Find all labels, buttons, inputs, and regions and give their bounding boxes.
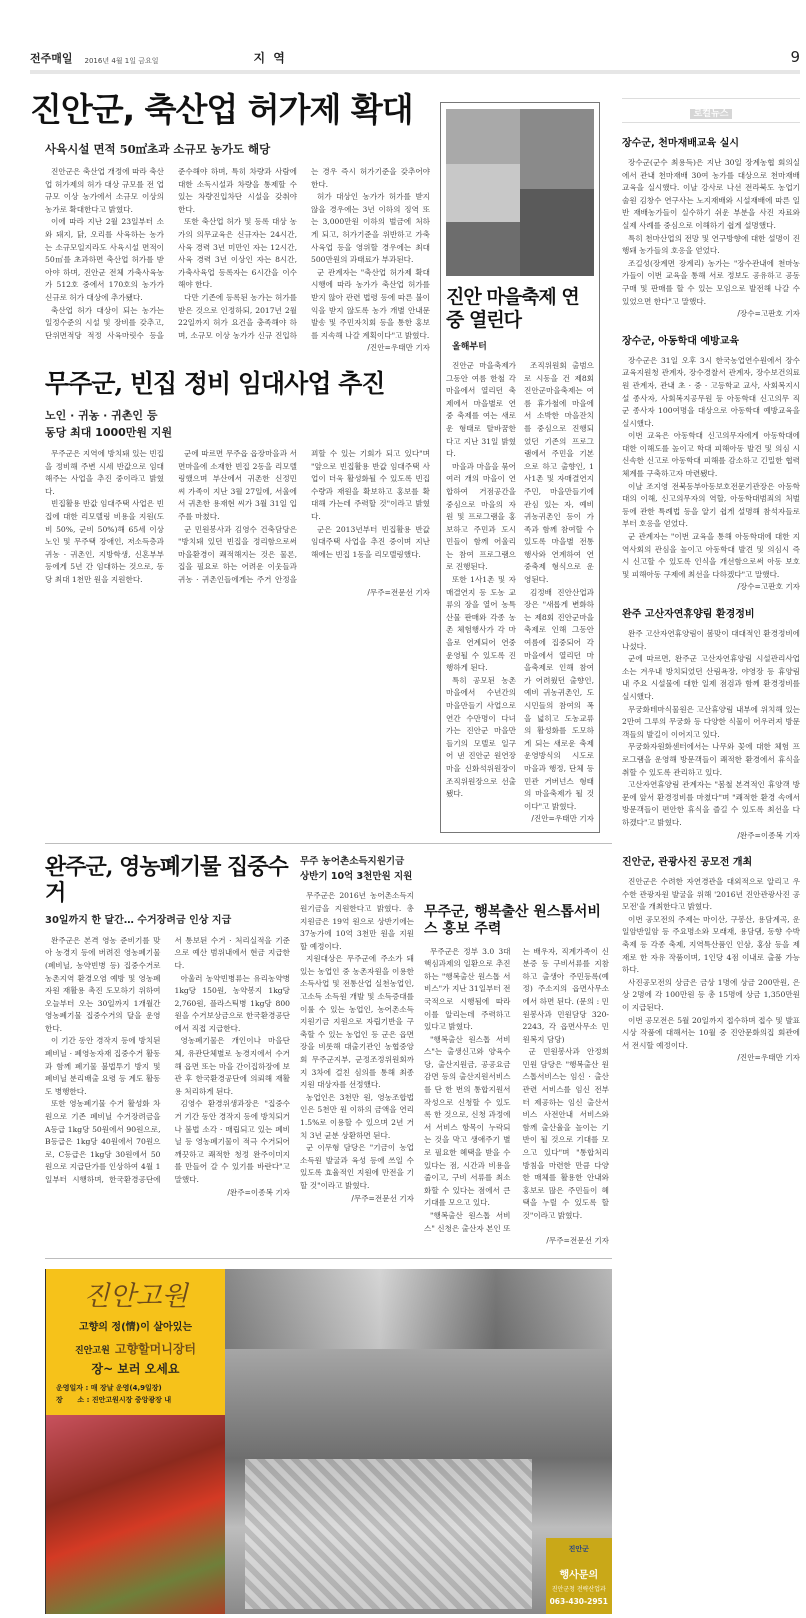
issue-date: 2016년 4월 1일 금요일: [84, 57, 159, 65]
article-rural-fund: [300, 854, 414, 1205]
paragraph: 이번 공모전은 5월 20일까지 접수하며 접수 및 발표 시상 작품에 대해서는 10월 중 진안문화의집 회관에서 전시할 예정이다.: [622, 1015, 800, 1050]
paragraph: 또한 축산업 허가 및 등록 대상 농가의 의무교육은 신규자는 24시간, 사육 경력 3년 미만인 자는 12시간, 사육 경력 3년 이상인 자는 8시간, 가축사육업 등록자는 6시간을 이수해야 한다.: [178, 217, 297, 290]
paragraph: 농업인은 3천만 원, 영농조합법인은 5천만 원 이하의 금액을 연리 1.5%로 이용할 수 있으며 2년 거치 3년 균분 상환하면 된다.: [300, 1092, 414, 1140]
paragraph: 군 이무형 담당은 "기금이 농업소득원 발굴과 육성 등에 쓰일 수 있도록 효율적인 지원에 만전을 기할 것"이라고 밝혔다.: [300, 1143, 414, 1190]
photo-tile: [446, 164, 520, 222]
paragraph: 무주군은 2016년 농어촌소득지원기금을 지원한다고 밝혔다. 총 지원금은 19억 원으로 상반기에는 37농가에 10억 3천만 원을 지원할 예정이다.: [300, 891, 414, 951]
byline-cheonma: /장수=고판호 기자: [737, 309, 800, 319]
festival-photo-box: [440, 102, 600, 833]
subheadline-vacant-house-1: 노인 · 귀농 · 귀촌인 등: [45, 408, 158, 422]
local-news-header: [622, 98, 800, 123]
header-divider: [30, 70, 800, 74]
paragraph: 이번 공모전의 주제는 마이산, 구봉산, 용담계곡, 운일암반일암 등 주요명소와 모래재, 용담댐, 동향 수박축제 등 각종 축제, 지역특산품인 인삼, 홍삼 등을 제재로 한 자유 작품이며, 1인당 4점 이내로 출품 가능하다.: [622, 914, 800, 975]
paragraph: 완주군은 본격 영농 준비기를 맞아 농경지 등에 버려진 영농폐기물(폐비닐, 농약빈병 등) 집중수거로 농촌지역 환경오염 예방 및 영농폐자원 재활용 촉진 도모하기 위하여 오늘부터 오는 30일까지 1개월간 영농폐기물 집중수거의 달을 운영한다.: [45, 935, 161, 1033]
paragraph: 군에 따르면 무주읍 읍장마을과 서면마을에 소재한 빈집 2동을 리모델링했으며 부산에서 귀촌한 신정민 씨 가족이 지난 3월 27일에, 서울에서 귀촌한 용재현 씨가 3월 31일 입주를 마쳤다.: [178, 449, 297, 522]
headline-livestock: 진안군, 축산업 허가제 확대: [30, 90, 413, 129]
ad-line-2b: 고향할머니장터: [114, 1341, 197, 1356]
paragraph: "행복출산 원스톱 서비스"는 출생신고와 양육수당, 출산지원금, 공공요금 감면 등의 출산지원서비스를 단 한 번의 통합지원서 작성으로 신청할 수 있도록 한 것으로, 신청 과정에서 서비스 항목이 누락되는 것을 막고 생애주기 별로 필요한 혜택을 받을 수 있다는 점, 시간과 비용을 줄이고, 구비 서류를 최소화할 수 있다는 점에서 큰 기대를 모으고 있다.: [424, 1034, 511, 1208]
county-emblem: 진안군: [568, 1544, 589, 1553]
headline-rural-fund-2: 상반기 10억 3천만원 지원: [300, 871, 413, 883]
ad-place-value: 진안고원시장 중앙광장 내: [91, 1395, 172, 1404]
ad-line-3: 장~ 보러 오세요: [91, 1361, 180, 1376]
market-advertisement: [45, 1269, 225, 1614]
paragraph: 이번 교육은 아동학대 신고의무자에게 아동학대에 대한 이해도를 높이고 학대 피해아동 발견 및 의심 시 신속한 신고로 아동학대 피해를 감소하고 긴밀한 협력체계를 구축하고자 마련됐다.: [622, 431, 800, 479]
ad-place: 장 소 : 진안고원시장 중앙광장 내: [56, 1395, 172, 1404]
paragraph: 군 민원봉사과 안정희 민원 담당은 "행복출산 원스톱서비스는 임신 · 출산 관련 서비스를 임신 전부터 제공하는 임신 출산서비스 사전안내 서비스와 함께 출산율을 높이는 기반이 될 것으로 기대를 모으고 있다"며 "통합처리 방침을 마련한 만큼 다양한 매체를 활용한 안내와 홍보로 많은 주민들이 혜택을 누릴 수 있도록 할 것"이라고 밝혔다.: [522, 1047, 609, 1221]
paragraph: 진안군은 축산업 개정에 따라 축산업 허가제의 허가 대상 규모를 전 업규모 이상 농가에서 소규모 이상의 농가로 확대한다고 밝혔다.: [45, 166, 164, 214]
paragraph: 조길성(장계면 장계리) 농가는 "장수관내에 천마농가들이 이번 교육을 통해 서로 정보도 공유하고 공동 구매 및 판매를 할 수 있는 모임으로 발전해 나갈 수 있었으면 한다"고 말했다.: [622, 258, 800, 306]
local-news-section-logo: 로컬뉴스: [690, 109, 733, 119]
byline-forest: /완주=이종복 기자: [737, 830, 800, 840]
paragraph: 아울러 농약빈병류는 유리농약병 1kg당 150원, 농약봉지 1kg당 2,760원, 플라스틱병 1kg당 800원을 수거보상금으로 한국환경공단에서 직접 지급한다.: [174, 973, 290, 1033]
paragraph: 김정배 진안산업과장은 "새롭게 변화하는 제8회 진안군마을축제로 인해 그동안 여름에 집중되어 각 마을에서 열리던 마을축제로 인해 참여가 어려웠던 출향인, 예비 귀농귀촌인, 도시민들의 참여의 폭을 넓히고 도농교류의 활성화를 도모하게 되는 새로운 축제 운영방식의 시도로 마을과 행정, 단체 등 민관 거버넌스 형태의 마을축제가 될 것이다"고 밝혔다.: [524, 587, 594, 811]
ad-contact-org: 진안군청 전략산업과: [551, 1585, 606, 1593]
ad-schedule-label: 운영일자: [56, 1384, 84, 1393]
paragraph: 진안군은 수려한 자연경관을 대외적으로 알리고 우수한 관광자원 발굴을 위해 '2016년 진안관광사진 공모전'을 개최한다고 밝혔다.: [622, 877, 800, 912]
article-farm-waste: [45, 854, 290, 1199]
paragraph: 영농폐기물은 개인이나 마을단체, 유관단체별로 농경지에서 수거해 읍면 또는 마을 간이집하장에 보관 후 한국환경공단에 의뢰해 재활용 처리하게 된다.: [174, 1036, 290, 1096]
subheadline-livestock: 사육시설 면적 50㎡초과 소규모 농가도 해당: [45, 141, 271, 156]
article-childbirth-service: [424, 904, 609, 1248]
advertisement-row: [45, 1269, 612, 1614]
byline-vacant-house: /무주=전문선 기자: [367, 587, 430, 597]
headline-cheonma: 장수군, 천마재배교육 실시: [622, 138, 740, 149]
divider: [45, 843, 612, 844]
paragraph: 김영수 환경위생과장은 "집중수거 기간 동안 경작지 등에 방치되거나 불법 소각 · 매립되고 있는 폐비닐 등 영농폐기물이 적극 수거되어 깨끗하고 쾌적한 청정 완주이미지를 만들어 갈 수 있기를 바란다"고 말했다.: [174, 1099, 290, 1185]
article-body-childbirth-service: [424, 946, 609, 1236]
market-photo: [225, 1269, 612, 1614]
ad-schedule: 운영일자 : 매 장날 운영(4,9일장): [56, 1384, 162, 1393]
paragraph: 마을과 마을을 묶어 여러 개의 마을이 연합하여 거점공간을 중심으로 마을의 자원 및 프로그램을 홍보하고 주민과 도시민들이 함께 어울리는 참여 프로그램으로 진행된다.: [446, 461, 516, 572]
byline-childbirth-service: /무주=전문선 기자: [546, 1236, 609, 1246]
photo-tile: [446, 109, 520, 164]
ad-line-2a: 진안고원: [74, 1345, 110, 1356]
headline-farm-waste: 완주군, 영농폐기물 집중수거: [45, 853, 288, 907]
middle-row: [30, 854, 612, 1248]
headline-child-abuse: 장수군, 아동학대 예방교육: [622, 335, 740, 347]
byline-rural-fund: /무주=전문선 기자: [351, 1193, 414, 1203]
article-body-rural-fund: [300, 890, 414, 1192]
ad-details: [56, 1383, 215, 1407]
ad-text-area: [46, 1269, 225, 1415]
ad-contact-phone: 063-430-2951: [549, 1596, 608, 1606]
section-name: 지 역: [253, 51, 287, 65]
photo-cabbage-pile: [245, 1459, 532, 1609]
ad-contact-box: [546, 1538, 612, 1614]
paragraph: 특히 공모된 농촌 마을에서 수년간의 마을만들기 사업으로 연간 수만명이 다녀가는 진안군 마을만들기의 모델로 일구어 낸 진안군 원연장마을 신화석위원장이 조직위원장으로 선출됐다.: [446, 675, 516, 799]
headline-childbirth-service: 무주군, 행복출산 원스톱서비스 홍보 주력: [424, 903, 601, 937]
top-row: [30, 90, 612, 833]
ad-line-1: 고향의 정(情)이 살아있는: [78, 1321, 193, 1333]
photo-tile: [446, 222, 520, 276]
byline-photo-contest: /진안=우태만 기자: [737, 1053, 800, 1063]
subheadline-farm-waste: 30일까지 한 달간… 수거장려금 인상 지급: [45, 914, 232, 926]
paragraph: 진안군 마을축제가 그동안 여름 한철 각 마을에서 열리던 축제에서 마을별로 연중 축제를 여는 새로운 형태로 탈바꿈한다고 지난 31일 밝혔다.: [446, 360, 516, 459]
masthead: [30, 0, 800, 66]
article-body-festival: [446, 360, 594, 813]
paragraph: 군 관계자는 "이번 교육을 통해 아동학대에 대한 지역사회의 관심을 높이고 아동학대 발견 및 의심시 즉시 신고할 수 있도록 인식을 개선함으로써 아동 보호 및 피해아동 구제에 최선을 다하겠다"고 말했다.: [622, 532, 800, 579]
paragraph: 무주군은 정부 3.0 3대 핵심과제의 일환으로 추진하는 "행복출산 원스톱 서비스"가 지난 31일부터 전국적으로 시행됨에 따라 이를 알리는데 주력하고 있다고 밝혔다.: [424, 946, 511, 1032]
article-body-farm-waste: [45, 935, 290, 1187]
paper-name: 전주매일: [30, 52, 73, 65]
paragraph: 또한 1사1촌 및 자매결연지 등 도농 교류의 장을 열어 농특산물 판매와 각종 농촌 체험행사가 각 마을로 연계되어 연중 운영될 수 있도록 진행하게 된다.: [446, 575, 516, 673]
festival-photo-collage: [446, 109, 594, 276]
subheadline-vacant-house-2: 동당 최대 1000만원 지원: [45, 426, 173, 440]
headline-photo-contest: 진안군, 관광사진 공모전 개최: [622, 857, 753, 869]
article-body-child-abuse: [622, 355, 800, 582]
headline-festival: 진안 마을축제 연중 열린다: [446, 286, 579, 331]
article-body-cheonma: [622, 157, 800, 308]
byline-livestock: /진안=우태만 기자: [367, 343, 430, 353]
paragraph: 축산업 허가 대상이 되는 농가는 일정수준의 시설 및 장비를 갖추고, 단위면적당 적정 사육마릿수 등을 준수해야 하며, 특히 차량과 사람에 대한 소독시설과 차량을 통제할 수 있는 차량진입차단 시설을 갖춰야 한다.: [45, 166, 297, 340]
paragraph: "행복출산 원스톱 서비스" 신청은 출산자 본인 또는 배우자, 직계가족이 신분증 등 구비서류를 지참하고 출생아 주민등록(예정) 주소지의 읍면사무소에서 하면 된다. (문의 : 민원봉사과 민원담당 320-2243, 각 읍면사무소 민원복지 담당): [424, 946, 609, 1233]
paragraph: 빈집활용 반값 임대주택 사업은 빈집에 대한 리모델링 비용을 지원(도비 50%, 군비 50%)해 65세 이상 노인 및 무주택 장애인, 저소득층과 귀농 · 귀촌인, 지방학생, 신혼부부 등에게 5년 간 임대하는 것으로, 동 당 최대 1천만 원을 지원한다.: [45, 499, 164, 585]
ad-logo: 진안고원: [83, 1280, 188, 1312]
headline-forest: 완주 고산자연휴양림 환경정비: [622, 609, 755, 620]
subheadline-festival: 올해부터: [452, 341, 487, 352]
photo-tile: [520, 189, 594, 276]
paragraph: 지원대상은 무주군에 주소가 돼 있는 농업인 중 농촌자원을 이용한 소득사업 및 전통산업 실천농업인, 고소득 소득원 개발 및 소득증대를 이룰 수 있는 농업인, 농어촌소득지원기금 지원으로 자립기반을 구축할 수 있는 농업인 등 군은 읍면장을 비롯해 대출기관인 농협중앙회 무주군지부, 군정조정위원회까지 3차에 걸친 심의를 통해 최종 지원 대상자를 선정했다.: [300, 954, 414, 1090]
byline-farm-waste: /완주=이종복 기자: [227, 1187, 290, 1197]
paragraph: 이에 따라 지난 2월 23일부터 소와 돼지, 닭, 오리를 사육하는 농가는 소규모일지라도 사육시설 면적이 50㎡를 초과하면 축산업 허가를 받아야 하며, 진안군 전체 가축사육농가 512호 중에서 170호의 농가가 신규로 허가 대상에 추가됐다.: [45, 217, 164, 302]
paragraph: 무궁화테마식물원은 고산휴양림 내부에 위치해 있는 2만여 그루의 무궁화 등 다양한 식물이 어우러져 방문객들의 발길이 이어지고 있다.: [622, 704, 800, 739]
paragraph: 장수군(군수 최용득)은 지난 30일 장계농협 회의실에서 관내 천마재배 30여 농가를 대상으로 천마재배 교육을 실시했다. 이날 강사로 나선 전라북도 농업기술원 김창수 연구사는 노지재배와 시설재배에 따른 일반 재배농가들이 실수하기 쉬운 부분을 사진 자료와 실제 사례를 중심으로 이해하기 쉽게 설명했다.: [622, 158, 800, 230]
paragraph: 특히 천마산업의 전망 및 연구방향에 대한 설명이 진행돼 농가들의 호응을 얻었다.: [622, 233, 800, 256]
article-body-livestock: [45, 166, 430, 342]
paragraph: 허가 대상인 농가가 허가를 받지 않을 경우에는 3년 이하의 징역 또는 3,000만원 이하의 벌금에 처하게 되고, 허가기준을 위반하고 가축사육업 등을 영위할 경우에는 최대 500만원의 과태료가 부과된다.: [311, 192, 430, 265]
paragraph: 군에 따르면, 완주군 고산자연휴양림 시설관리사업소는 겨우내 방치되었던 산림욕장, 야영장 등 휴양림 내 주요 시설물에 대한 일제 점검과 함께 환경정비를 실시했다.: [622, 654, 800, 701]
page-content: [30, 90, 800, 1614]
divider: [45, 1258, 612, 1259]
byline-child-abuse: /장수=고판호 기자: [737, 582, 800, 592]
ad-line-2: [56, 1336, 215, 1360]
paragraph: 또한 영농폐기물 수거 활성화 차원으로 기존 폐비닐 수거장려금을 A등급 1kg당 50원에서 90원으로, B등급은 1kg당 40원에서 70원으로, C등급은 1kg당 30원에서 50원으로 지급단가를 인상하여 4월 1일부터 시행하며, 한국환경공단에서 통보된 수거 · 처리실적을 기준으로 예산 범위내에서 현금 지급한다.: [45, 935, 290, 1185]
page-number: 9: [790, 48, 800, 66]
ad-food-photo: [46, 1415, 225, 1614]
headline-vacant-house: 무주군, 빈집 정비 임대사업 추진: [45, 368, 385, 398]
local-news-column: [622, 90, 800, 1065]
article-vacant-house: [30, 369, 430, 599]
article-livestock: [30, 140, 430, 355]
paragraph: 장수군은 31일 오후 3시 한국농업연수원에서 장수교육지원청 관계자, 장수경찰서 관계자, 장수보건의료원 관계자, 관내 초 · 중 · 고등학교 교사, 사회복지시설 종사자, 사회복지공무원 등 아동학대 신고의무 직군 종사자 100여명을 대상으로 아동학대 예방교육을 실시했다.: [622, 355, 800, 428]
paragraph: 무궁화자원화센터에서는 나무와 꽃에 대한 체험 프로그램을 운영해 방문객들이 쾌적한 환경에서 휴식을 취할 수 있도록 관리하고 있다.: [622, 742, 800, 777]
paragraph: 군은 2013년부터 빈집활용 반값 임대주택 사업을 추진 중이며 지난해에는 빈집 1동을 리모델링했다.: [311, 524, 430, 559]
ad-schedule-value: 매 장날 운영(4,9일장): [90, 1384, 162, 1393]
paragraph: 군 민원봉사과 김영수 건축담당은 "방치돼 있던 빈집을 정리함으로써 마을환경이 쾌적해지는 것은 물론, 집을 필요로 하는 어려운 이웃들과 귀농 · 귀촌인들에게는 주거 안정을 꾀할 수 있는 기회가 되고 있다"며 "앞으로 빈집활용 반값 임대주택 사업이 더욱 활성화될 수 있도록 빈집 수량과 재원을 확보하고 홍보를 확대해 가는데 주력할 것"이라고 밝혔다.: [178, 449, 430, 585]
article-body-forest: [622, 628, 800, 830]
article-body-vacant-house: [45, 448, 430, 587]
paragraph: 완주 고산자연휴양림이 봄맞이 대대적인 환경정비에 나섰다.: [622, 629, 800, 651]
paragraph: 이 기간 동안 경작지 등에 방치된 폐비닐 · 폐영농자재 집중수거 활동과 함께 폐기물 불법투기 방지 및 폐비닐 분리배출 요령 등 계도 활동도 병행한다.: [45, 1036, 161, 1096]
byline-festival: /진안=우태만 기자: [531, 814, 594, 824]
paragraph: 무주군은 지역에 방치돼 있는 빈집을 정비해 주변 시세 반값으로 임대해주는 사업을 추진 중이라고 밝혔다.: [45, 449, 164, 496]
article-body-photo-contest: [622, 876, 800, 1052]
photo-tile: [520, 109, 594, 189]
ad-contact-title: 행사문의: [559, 1569, 599, 1581]
paragraph: 조직위원회 출범으로 시동을 건 제8회 진안군마을축제는 여름 휴가철에 마을에서 소박한 마을잔치를 중심으로 진행되었던 기존의 프로그램에서 주민을 기본으로 하고 출향인, 1사1촌 및 자매결연지 주민, 마을만들기에 관심 있는 자, 예비 귀농귀촌인 등이 가족과 함께 참여할 수 있도록 마을별 전통행사와 연계하여 연중축제 형식으로 운영된다.: [524, 360, 594, 585]
paragraph: 이날 조지영 전북동부아동보호전문기관장은 아동학대의 이해, 신고의무자의 역할, 아동학대범죄의 처벌 등에 관한 특례법 등을 알기 쉽게 설명해 참석자들로부터 호응을 얻었다.: [622, 481, 800, 529]
paragraph: 사진공모전의 상금은 금상 1명에 상금 200만원, 은상 2명에 각 100만원 등 총 15명에 상금 1,350만원이 지급된다.: [622, 977, 800, 1013]
left-stack: [30, 90, 430, 599]
paragraph: 다만 기존에 등록된 농가는 허가를 받은 것으로 인정하되, 2017년 2월 22일까지 허가 요건을 충족해야 하며, 소규모 이상 농가가 신규 진입하는 경우 즉시 허가기준을 갖추어야 한다.: [178, 166, 430, 340]
paragraph: 고산자연휴양림 관계자는 "봄철 본격적인 휴양객 방문에 앞서 환경정비를 마쳤다"며 "쾌적한 환경 속에서 방문객들이 편안한 휴식을 즐길 수 있도록 최선을 다하겠다"고 밝혔다.: [622, 780, 800, 827]
photo-street-buildings: [225, 1269, 612, 1349]
ad-place-label: 장 소: [56, 1395, 85, 1404]
paragraph: 군 관계자는 "축산업 허가제 확대 시행에 따라 농가가 축산업 허가를 받지 않아 관련 법령 등에 따른 불이익을 받지 않도록 농가 개별 안내문 발송 및 주민자치회 등을 통한 홍보를 지속해 나갈 계획이다"고 밝혔다.: [311, 267, 430, 340]
main-area: [30, 90, 612, 1614]
headline-rural-fund-1: 무주 농어촌소득지원기금: [300, 855, 405, 867]
